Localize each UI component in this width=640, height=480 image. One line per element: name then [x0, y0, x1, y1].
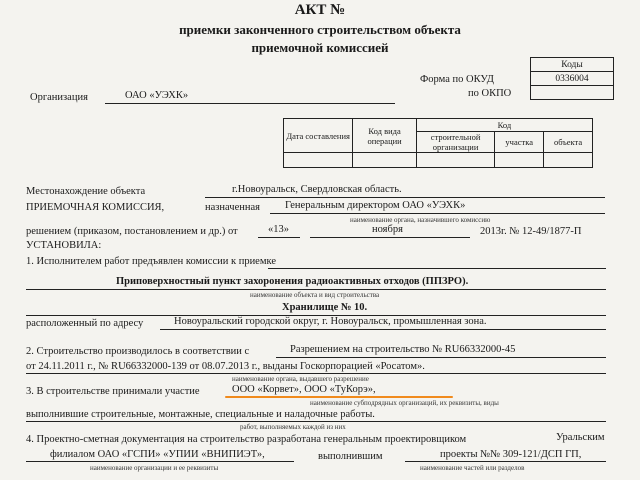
- codes-header: Коды: [531, 58, 614, 72]
- commission-value: Генеральным директором ОАО «УЭХК»: [285, 200, 466, 211]
- commission-caption: наименование органа, назначившего комиссию: [350, 216, 491, 224]
- item2-value2: от 24.11.2011 г., № RU66332000-139 от 08.07.2013 г., выданы Госкорпорацией «Росатом».: [26, 361, 425, 372]
- decision-year-number: 2013г. № 12-49/1877-П: [480, 226, 582, 237]
- item2-text: 2. Строительство производилось в соответствии с: [26, 346, 250, 357]
- established-label: УСТАНОВИЛА:: [26, 240, 102, 251]
- location-underline: [205, 197, 605, 198]
- sub-object: объекта: [544, 132, 593, 153]
- cell-date: [284, 153, 353, 168]
- item4-value2: филиалом ОАО «ГСПИ» «УПИИ «ВНИПИЭТ»,: [50, 449, 265, 460]
- item3-works: выполнившие строительные, монтажные, специальные и наладочные работы.: [26, 409, 375, 420]
- item2-value1: Разрешением на строительство № RU66332000-45: [290, 344, 516, 355]
- okpo-label: по ОКПО: [468, 88, 512, 99]
- item2-caption: наименование органа, выдавшего разрешение: [232, 375, 369, 383]
- item2-underline2: [26, 373, 606, 374]
- commission-underline: [270, 213, 605, 214]
- decision-month: ноября: [372, 224, 403, 235]
- item1-object-name: Приповерхностный пункт захоронения радиоактивных отходов (ППЗРО).: [116, 276, 469, 287]
- address-label: расположенный по адресу: [26, 318, 144, 329]
- location-value: г.Новоуральск, Свердловская область.: [232, 184, 402, 195]
- item4-underline2: [26, 461, 294, 462]
- item2-underline1: [276, 357, 606, 358]
- okud-label: Форма по ОКУД: [420, 74, 494, 85]
- item1-caption: наименование объекта и вид строительства: [250, 291, 380, 299]
- item1-underline: [268, 268, 606, 269]
- commission-label: ПРИЕМОЧНАЯ КОМИССИЯ,: [26, 202, 165, 213]
- act-subtitle-1: приемки законченного строительством объекта: [179, 22, 461, 37]
- decision-month-underline: [310, 237, 470, 238]
- col-operation: Код вида операции: [353, 119, 417, 153]
- organization-underline: [105, 103, 395, 104]
- decision-label: решением (приказом, постановлением и др.) от: [26, 226, 238, 237]
- okud-value: 0336004: [531, 72, 614, 86]
- okpo-value: [531, 86, 614, 100]
- item3-caption2: работ, выполняемых каждой из них: [240, 423, 346, 431]
- commission-appointed: назначенная: [205, 202, 260, 213]
- organization-value: ОАО «УЭХК»: [125, 90, 189, 101]
- item3-value: ООО «Корвет», ООО «ТуКорэ»,: [232, 384, 376, 395]
- cell-object: [544, 153, 593, 168]
- organization-label: Организация: [30, 92, 88, 103]
- item1-object-underline: [26, 289, 606, 290]
- codes-box: [530, 57, 614, 100]
- sub-section: участка: [495, 132, 544, 153]
- item4-caption2: наименование частей или разделов: [420, 464, 525, 472]
- item4-text: 4. Проектно-сметная документация на строительство разработана генеральным проектировщиком: [26, 434, 467, 445]
- decision-day: «13»: [268, 224, 289, 235]
- address-value: Новоуральский городской округ, г. Новоуральск, промышленная зона.: [174, 316, 487, 327]
- item1-storage: Хранилище № 10.: [282, 302, 368, 313]
- item4-value-end: Уральским: [556, 432, 605, 443]
- col-code: Код: [416, 119, 592, 132]
- decision-day-underline: [258, 237, 300, 238]
- item4-caption1: наименование организации и ее реквизиты: [90, 464, 219, 472]
- cell-org: [416, 153, 494, 168]
- cell-section: [495, 153, 544, 168]
- sub-org: строительной организации: [416, 132, 494, 153]
- cell-op: [353, 153, 417, 168]
- item4-underline3: [405, 461, 606, 462]
- codes-table: [283, 118, 593, 168]
- item3-caption1: наименование субподрядных организаций, их реквизиты, виды: [310, 399, 499, 407]
- item4-performed: выполнившим: [318, 451, 383, 462]
- item3-works-underline: [26, 421, 606, 422]
- location-label: Местонахождение объекта: [26, 186, 146, 197]
- act-subtitle-2: приемочной комиссией: [251, 40, 389, 55]
- act-title: АКТ №: [294, 2, 346, 18]
- item1-text: 1. Исполнителем работ предъявлен комиссии к приемке: [26, 256, 276, 267]
- address-underline: [160, 329, 606, 330]
- item4-value3: проекты №№ 309-121/ДСП ГП,: [440, 449, 582, 460]
- item3-text: 3. В строительстве принимали участие: [26, 386, 200, 397]
- highlight-underline: [225, 396, 453, 398]
- col-date: Дата составления: [284, 119, 353, 153]
